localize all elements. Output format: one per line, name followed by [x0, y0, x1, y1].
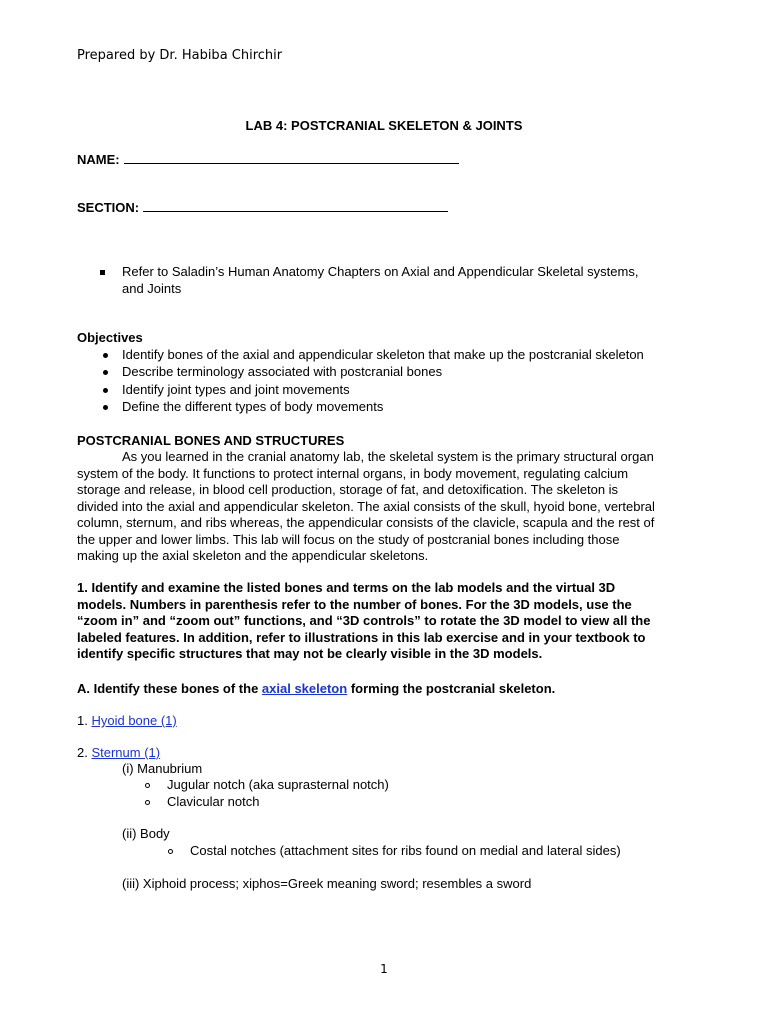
paragraph-line: As you learned in the cranial anatomy lab, the skeletal system is the primary structural organ	[122, 449, 654, 464]
objective-item: Describe terminology associated with postcranial bones	[122, 364, 443, 379]
lab-title: LAB 4: POSTCRANIAL SKELETON & JOINTS	[245, 118, 523, 133]
sternum-item	[77, 745, 160, 762]
hyoid-item	[77, 713, 177, 730]
circle-bullet-icon	[145, 783, 150, 788]
postcranial-heading: POSTCRANIAL BONES AND STRUCTURES	[77, 433, 345, 448]
body-item: (ii) Body	[122, 826, 170, 841]
name-field	[77, 151, 459, 167]
instruction-line: labeled features. In addition, refer to illustrations in this lab exercise and in your textbook to	[77, 630, 646, 645]
objective-item: Identify bones of the axial and appendicular skeleton that make up the postcranial skeleton	[122, 347, 644, 362]
section-a-prefix: A. Identify these bones of the	[77, 681, 262, 696]
instruction-line: identify specific structures that may not be clearly visible in the 3D models.	[77, 646, 543, 661]
paragraph-line: making up the axial skeleton and the appendicular skeletons.	[77, 548, 429, 563]
section-a-heading	[77, 681, 555, 698]
reference-line-1: Refer to Saladin’s Human Anatomy Chapters on Axial and Appendicular Skeletal systems,	[122, 264, 639, 279]
section-a-suffix: forming the postcranial skeleton.	[347, 681, 556, 696]
section-label: SECTION:	[77, 200, 140, 215]
page-number: 1	[380, 962, 388, 976]
paragraph-line: storage and release, in blood cell production, storage of fat, and detoxification. The skeleton is	[77, 482, 619, 497]
bullet-icon	[103, 370, 108, 375]
sternum-link[interactable]: Sternum (1)	[91, 745, 161, 760]
reference-line-2: and Joints	[122, 281, 182, 296]
circle-bullet-icon	[168, 849, 173, 854]
bullet-icon	[103, 388, 108, 393]
section-blank-line[interactable]	[143, 199, 448, 212]
objective-item: Identify joint types and joint movements	[122, 382, 350, 397]
bullet-icon	[103, 405, 108, 410]
hyoid-number: 1.	[77, 713, 92, 728]
paragraph-line: divided into the axial and appendicular skeleton. The axial consists of the skull, hyoid bone, vertebral	[77, 499, 655, 514]
xiphoid-item: (iii) Xiphoid process; xiphos=Greek meaning sword; resembles a sword	[122, 876, 532, 891]
jugular-notch-item: Jugular notch (aka suprasternal notch)	[167, 777, 389, 792]
instruction-line: 1. Identify and examine the listed bones and terms on the lab models and the virtual 3D	[77, 580, 616, 595]
objectives-heading: Objectives	[77, 330, 143, 345]
costal-notches-item: Costal notches (attachment sites for ribs found on medial and lateral sides)	[190, 843, 621, 858]
sternum-number: 2.	[77, 745, 92, 760]
bullet-icon	[103, 353, 108, 358]
paragraph-line: system of the body. It functions to protect internal organs, in body movement, regulating calcium	[77, 466, 629, 481]
hyoid-bone-link[interactable]: Hyoid bone (1)	[91, 713, 177, 728]
paragraph-line: the upper and lower limbs. This lab will focus on the study of postcranial bones including those	[77, 532, 620, 547]
name-label: NAME:	[77, 152, 120, 167]
circle-bullet-icon	[145, 800, 150, 805]
section-field	[77, 199, 448, 215]
name-blank-line[interactable]	[124, 151, 459, 164]
manubrium-item: (i) Manubrium	[122, 761, 203, 776]
axial-skeleton-link[interactable]: axial skeleton	[261, 681, 348, 696]
instruction-line: “zoom in” and “zoom out” functions, and “3D controls” to rotate the 3D model to view all the	[77, 613, 651, 628]
paragraph-line: column, sternum, and ribs whereas, the appendicular consists of the clavicle, scapula and the rest of	[77, 515, 655, 530]
clavicular-notch-item: Clavicular notch	[167, 794, 260, 809]
square-bullet-icon	[100, 270, 105, 275]
instruction-line: models. Numbers in parenthesis refer to the number of bones. For the 3D models, use the	[77, 597, 632, 612]
objective-item: Define the different types of body movements	[122, 399, 384, 414]
prepared-by-header: Prepared by Dr. Habiba Chirchir	[77, 48, 283, 63]
